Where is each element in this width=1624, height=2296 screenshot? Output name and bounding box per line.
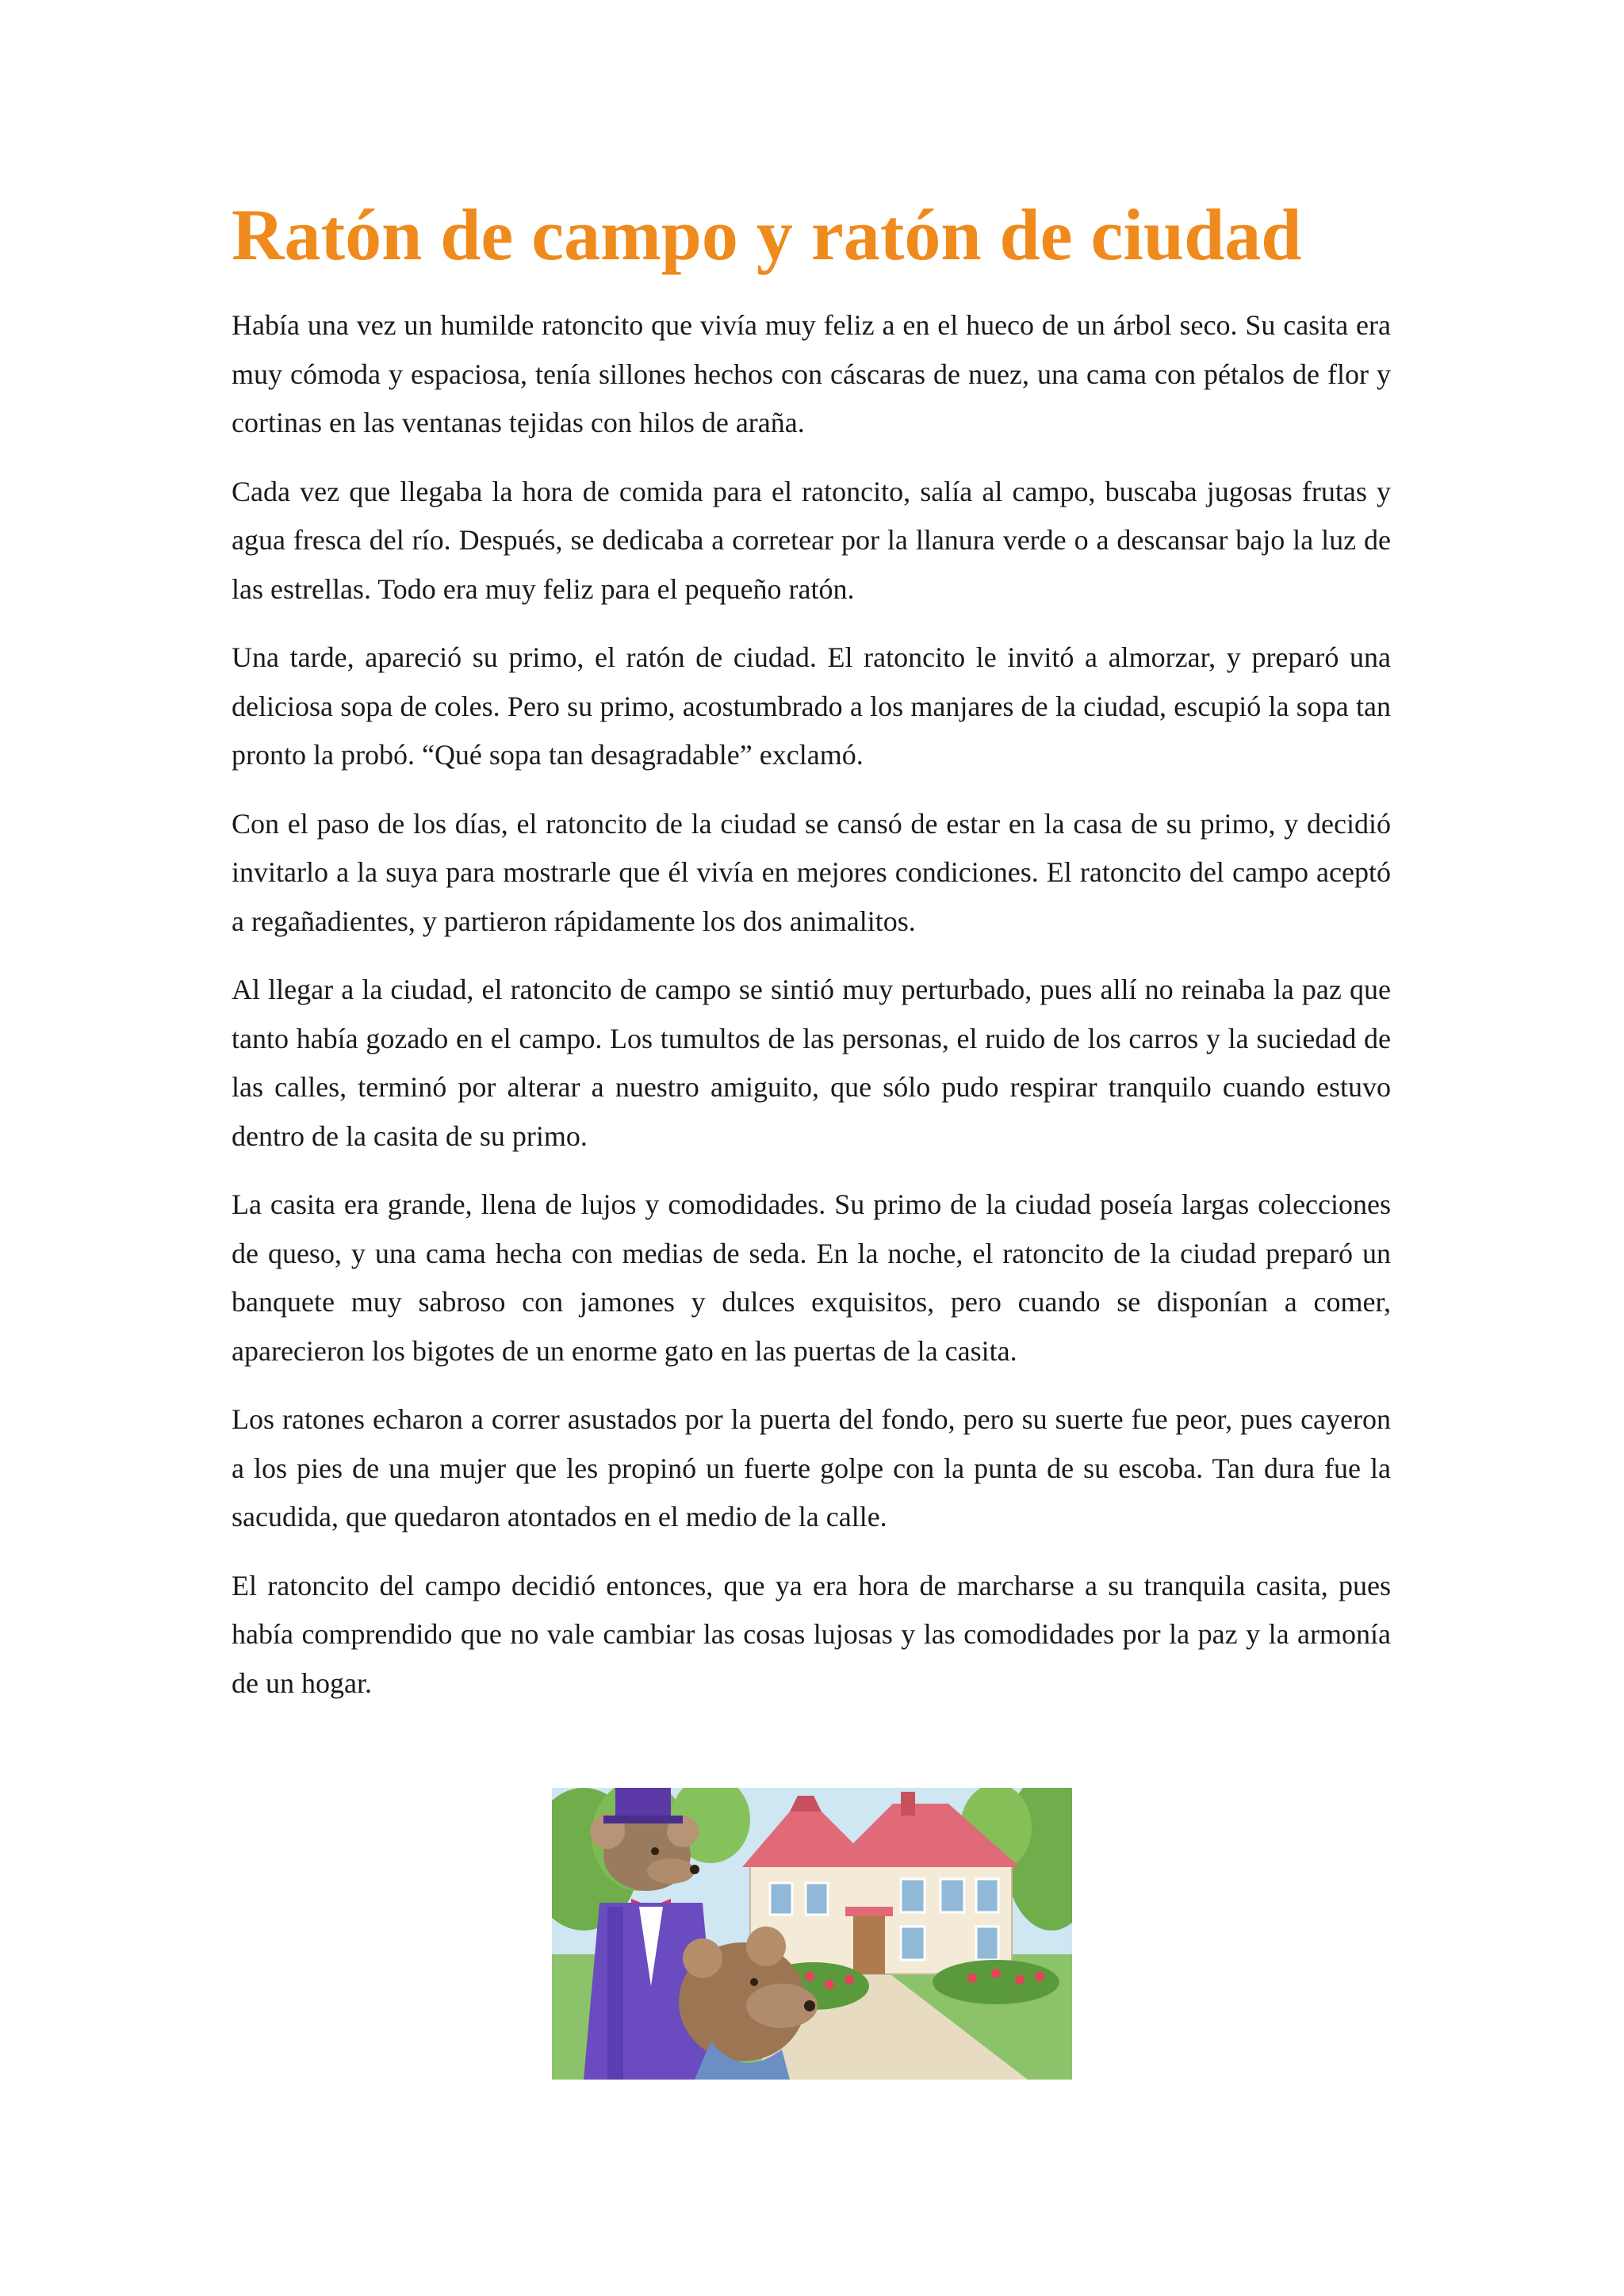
page-title: Ratón de campo y ratón de ciudad	[232, 194, 1302, 275]
paragraph: El ratoncito del campo decidió entonces, que ya era hora de marcharse a su tranquila casita, pues había comprendido que no vale cambiar las cosas lujosas y las comodidades por la paz y la armonía de un hogar.	[232, 1569, 1391, 1699]
paragraph: Una tarde, apareció su primo, el ratón de ciudad. El ratoncito le invitó a almorzar, y preparó una deliciosa sopa de coles. Pero su primo, acostumbrado a los manjares de la ciudad, escupió la sopa tan pronto la probó. “Qué sopa tan desagradable” exclamó.	[232, 641, 1391, 771]
paragraph: Al llegar a la ciudad, el ratoncito de campo se sintió muy perturbado, pues allí no reinaba la paz que tanto había gozado en el campo. Los tumultos de las personas, el ruido de los carros y la suciedad de las calles, terminó por alterar a nuestro amiguito, que sólo pudo respirar tranquilo cuando estuvo dentro de la casita de su primo.	[232, 974, 1391, 1152]
story-illustration	[552, 1788, 1072, 2080]
paragraph: Los ratones echaron a correr asustados por la puerta del fondo, pero su suerte fue peor, pues cayeron a los pies de una mujer que les propinó un fuerte golpe con la punta de su escoba. Tan dura fue la sacudida, que quedaron atontados en el medio de la calle.	[232, 1403, 1391, 1533]
story-body	[232, 301, 1391, 1728]
paragraph: Había una vez un humilde ratoncito que vivía muy feliz a en el hueco de un árbol seco. Su casita era muy cómoda y espaciosa, tenía sillones hechos con cáscaras de nuez, una cama con pétalos de flor y cortinas en las ventanas tejidas con hilos de araña.	[232, 309, 1391, 438]
paragraph: Con el paso de los días, el ratoncito de la ciudad se cansó de estar en la casa de su primo, y decidió invitarlo a la suya para mostrarle que él vivía en mejores condiciones. El ratoncito del campo aceptó a regañadientes, y partieron rápidamente los dos animalitos.	[232, 807, 1391, 937]
paragraph: La casita era grande, llena de lujos y comodidades. Su primo de la ciudad poseía largas colecciones de queso, y una cama hecha con medias de seda. En la noche, el ratoncito de la ciudad preparó un banquete muy sabroso con jamones y dulces exquisitos, pero cuando se disponían a comer, aparecieron los bigotes de un enorme gato en las puertas de la casita.	[232, 1188, 1391, 1367]
city-mouse-and-country-mouse-illustration	[552, 1788, 1072, 2080]
paragraph: Cada vez que llegaba la hora de comida para el ratoncito, salía al campo, buscaba jugosas frutas y agua fresca del río. Después, se dedicaba a corretear por la llanura verde o a descansar bajo la luz de las estrellas. Todo era muy feliz para el pequeño ratón.	[232, 475, 1391, 605]
